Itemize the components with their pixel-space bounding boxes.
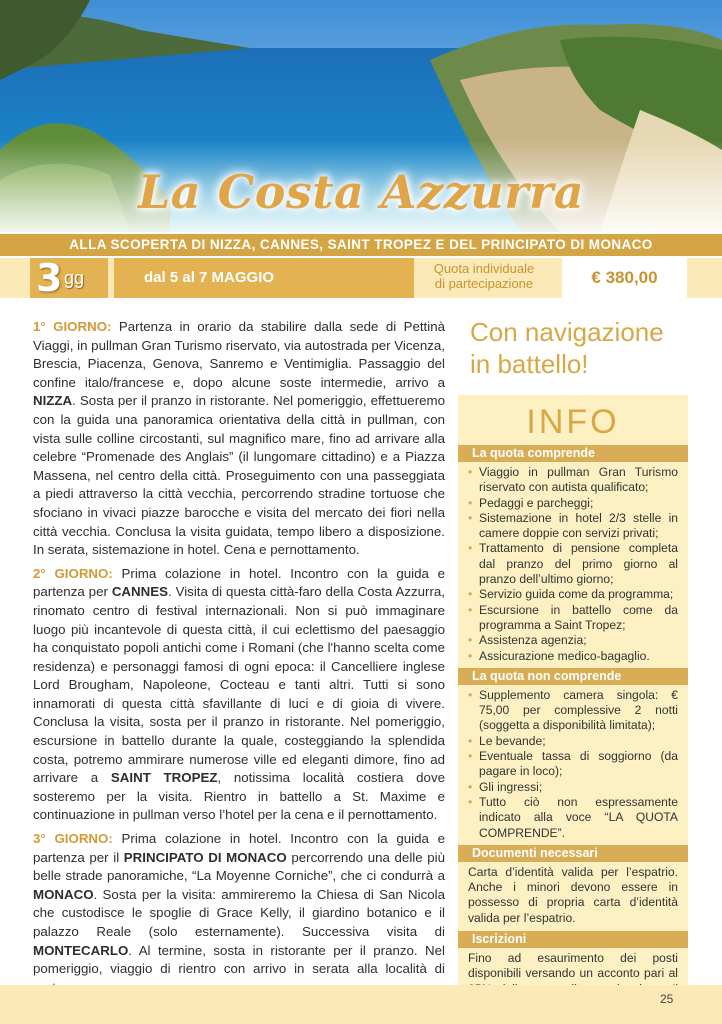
list-item: • Eventuale tassa di soggiorno (da pagare in loco); — [468, 749, 678, 780]
registration-text: Fino ad esaurimento dei posti disponibili versando un acconto pari al — [468, 951, 678, 981]
day-text: Prima colazione in hotel. Incontro con la guida e partenza per — [33, 565, 445, 600]
list-item: • Servizio guida come da programma; — [468, 587, 678, 602]
list-item: • Trattamento di pensione completa dal pranzo del primo giorno al pranzo dell’ultimo giorno; — [468, 541, 678, 587]
price-value: € 380,00 — [562, 258, 687, 298]
day-text: Prima colazione in hotel. Incontro con la guida e partenza per il — [33, 831, 445, 865]
trip-dates: dal 5 al 7 MAGGIO — [114, 258, 414, 298]
list-item: • Tutto ciò non espressamente indicato alla voce “LA QUOTA COMPRENDE”. — [468, 795, 678, 841]
place-name: NIZZA — [33, 393, 73, 409]
day-label: 3° GIORNO: — [33, 831, 113, 847]
list-item: • Le bevande; — [468, 734, 678, 749]
place-name: SAINT TROPEZ — [110, 770, 218, 786]
day-text: . Al termine, sosta in ristorante per il pranzo. Nel pomeriggio, viaggio di rientro con arrivo in serata alla località di — [33, 942, 445, 977]
list-item: • Viaggio in pullman Gran Turismo riservato con autista qualificato; — [468, 465, 678, 496]
day-2 — [33, 565, 445, 825]
duration-number: 3 — [36, 256, 63, 300]
list-item: • Sistemazione in hotel 2/3 stelle in camere doppie con servizi privati; — [468, 511, 678, 542]
day-1 — [33, 318, 445, 560]
place-name: PRINCIPATO DI MONACO — [123, 849, 287, 865]
day-label: 1° GIORNO: — [33, 319, 112, 334]
info-title: INFO — [526, 403, 620, 441]
included-list — [458, 462, 688, 668]
list-item: • Supplemento camera singola: € 75,00 per complessive 2 notti (soggetta a disponibilità limitata); — [468, 688, 678, 734]
day-text: . Sosta per il pranzo in ristorante. Nel pomeriggio, effettueremo con la guida una panoramica orientativa della città in pullman, con vista sulle colline circostanti, sul magnifico mare, fino ad arrivare alla celebre “Promenade des Anglais” (il lungomare cittadino) e a Piazza Massena, nel centro della città. Proseguimento con una passeggiata a piedi attraverso la città vecchia, percorrendo stradine tortuose che sfociano in vivaci piazze barocche e visita del mercato dei fiori nella città vecchia. Conclusa la visita guidata, tempo libero a disposizione. In serata, sistemazione in hotel. Cena e pernottamento. — [33, 393, 445, 558]
day-3 — [33, 830, 445, 997]
not-included-list — [458, 685, 688, 845]
day-label: 2° GIORNO: — [33, 565, 113, 581]
boat-highlight-line1: Con navigazione — [470, 317, 664, 347]
price-label-line2: di partecipazione — [434, 276, 534, 291]
info-sidebar — [458, 395, 688, 990]
price-label — [414, 261, 554, 291]
price-label-line1: Quota individuale — [433, 261, 535, 276]
day-text: Partenza in orario da stabilire dalla sede di Pettinà Viaggi, in pullman Gran Turismo riservato, via autostrada per Vicenza, Brescia, Piacenza, Genova, Sanremo e Ventimiglia. Passaggio del confine italo/francese e, dopo alcune soste intermedie, arrivo a — [33, 319, 445, 390]
itinerary — [33, 318, 445, 1002]
place-name: MONTECARLO — [33, 942, 129, 958]
list-item: • Pedaggi e parcheggi; — [468, 496, 678, 511]
list-item: • Escursione in battello come da programma a Saint Tropez; — [468, 603, 678, 634]
place-name: CANNES — [111, 584, 168, 600]
footer-band — [0, 985, 722, 1024]
day-text: percorrendo una delle più belle strade panoramiche, “La Moyenne Corniche”, che ci condurrà a — [33, 849, 446, 884]
list-item: • Assistenza agenzia; — [468, 633, 678, 648]
list-item: • Gli ingressi; — [468, 780, 678, 795]
duration-unit: gg — [64, 268, 85, 288]
documents-text: Carta d’identità valida per l’espatrio. Anche i minori devono essere in possesso di propria carta d’identità valida per l’espatrio. — [468, 864, 678, 925]
documents-heading: Documenti necessari — [458, 845, 688, 862]
place-name: MONACO — [33, 886, 94, 902]
day-text: , notissima località costiera dove sosteremo per la visita. Rientro in battello a St. Maxime e continuazione in pullman verso l’hotel per la cena e il pernottamento. — [33, 770, 446, 823]
list-item: • Assicurazione medico-bagaglio. — [468, 649, 678, 664]
not-included-heading: La quota non comprende — [458, 668, 688, 685]
day-text: . Visita di questa città-faro della Costa Azzurra, rinomato centro di festival internazionali. Non si può immaginare luogo più incantevole di questa città, il cui eclettismo del paesaggio ha conquistato popoli antichi come i Romani (che l'hanno scelta come residenza) e personaggi famosi di ogni epoca: il Cancelliere inglese Lord Brougham, Napoleone, Cocteau e tanti altri. Tutti si sono innamorati di questa città sfavillante di luci e di gioia di vivere. Conclusa la visita, sosta per il pranzo in ristorante. Nel pomeriggio, escursione in battello durante la quale, costeggiando la splendida costa, potremo ammirare numerose ville ed eleganti dimore, fino ad arrivare a — [33, 584, 445, 786]
included-heading: La quota comprende — [458, 445, 688, 462]
page-title: La Costa Azzurra — [137, 165, 585, 219]
subtitle-banner: ALLA SCOPERTA DI NIZZA, CANNES, SAINT TROPEZ E DEL PRINCIPATO DI MONACO — [0, 234, 722, 256]
boat-highlight-line2: in battello! — [470, 349, 589, 379]
day-text: . Sosta per la visita: ammireremo la Chiesa di San Nicola che custodisce le spoglie di Grace Kelly, il giardino botanico e il palazzo Reale (solo esternamente). Successiva visita di — [33, 886, 445, 939]
registration-heading: Iscrizioni — [458, 931, 688, 948]
boat-highlight — [470, 316, 700, 380]
page-number: 25 — [660, 992, 674, 1006]
